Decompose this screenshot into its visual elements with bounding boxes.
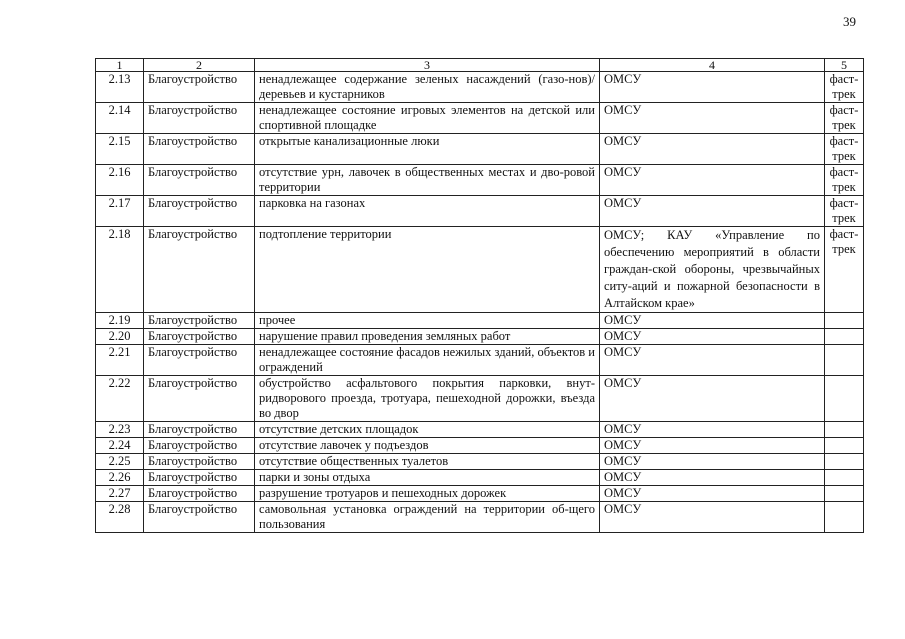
- table-row: [96, 103, 864, 134]
- row-number: 2.20: [96, 329, 144, 345]
- row-responsible: ОМСУ: [600, 72, 825, 103]
- row-category: Благоустройство: [144, 196, 255, 227]
- column-header: 1: [96, 59, 144, 72]
- row-note: [825, 502, 864, 533]
- row-description: отсутствие урн, лавочек в общественных местах и дво-ровой территории: [255, 165, 600, 196]
- row-description: прочее: [255, 313, 600, 329]
- row-responsible: ОМСУ: [600, 376, 825, 422]
- row-number: 2.28: [96, 502, 144, 533]
- row-description: открытые канализационные люки: [255, 134, 600, 165]
- row-description: отсутствие детских площадок: [255, 422, 600, 438]
- row-responsible: ОМСУ: [600, 313, 825, 329]
- row-number: 2.15: [96, 134, 144, 165]
- row-responsible: ОМСУ: [600, 103, 825, 134]
- row-category: Благоустройство: [144, 72, 255, 103]
- row-description: ненадлежащее состояние фасадов нежилых зданий, объектов и ограждений: [255, 345, 600, 376]
- row-responsible: ОМСУ: [600, 196, 825, 227]
- table-row: [96, 502, 864, 533]
- row-category: Благоустройство: [144, 329, 255, 345]
- row-responsible: ОМСУ: [600, 502, 825, 533]
- row-category: Благоустройство: [144, 502, 255, 533]
- table-row: [96, 454, 864, 470]
- complaints-table: [95, 58, 864, 533]
- row-category: Благоустройство: [144, 313, 255, 329]
- row-responsible: ОМСУ: [600, 486, 825, 502]
- row-description: парки и зоны отдыха: [255, 470, 600, 486]
- row-category: Благоустройство: [144, 438, 255, 454]
- row-number: 2.22: [96, 376, 144, 422]
- table-row: [96, 134, 864, 165]
- table-row: [96, 345, 864, 376]
- row-category: Благоустройство: [144, 454, 255, 470]
- row-description: подтопление территории: [255, 227, 600, 313]
- row-category: Благоустройство: [144, 376, 255, 422]
- row-category: Благоустройство: [144, 227, 255, 313]
- row-note: фаст-трек: [825, 72, 864, 103]
- row-note: [825, 313, 864, 329]
- row-category: Благоустройство: [144, 422, 255, 438]
- row-description: разрушение тротуаров и пешеходных дорожек: [255, 486, 600, 502]
- row-number: 2.17: [96, 196, 144, 227]
- row-note: [825, 376, 864, 422]
- row-responsible: ОМСУ: [600, 165, 825, 196]
- row-responsible: ОМСУ; КАУ «Управление по обеспечению мероприятий в области граждан-ской обороны, чрезвычайных ситу-аций и пожарной безопасности в Алтайском крае»: [600, 227, 825, 313]
- row-note: фаст-трек: [825, 227, 864, 313]
- row-description: отсутствие общественных туалетов: [255, 454, 600, 470]
- row-note: [825, 454, 864, 470]
- row-responsible: ОМСУ: [600, 470, 825, 486]
- row-responsible: ОМСУ: [600, 134, 825, 165]
- row-description: отсутствие лавочек у подъездов: [255, 438, 600, 454]
- row-number: 2.24: [96, 438, 144, 454]
- table-row: [96, 313, 864, 329]
- row-description: самовольная установка ограждений на территории об-щего пользования: [255, 502, 600, 533]
- row-description: парковка на газонах: [255, 196, 600, 227]
- row-category: Благоустройство: [144, 486, 255, 502]
- row-number: 2.13: [96, 72, 144, 103]
- table-row: [96, 196, 864, 227]
- row-description: ненадлежащее содержание зеленых насаждений (газо-нов)/деревьев и кустарников: [255, 72, 600, 103]
- row-note: [825, 422, 864, 438]
- page-number: 39: [843, 14, 856, 29]
- column-header: 4: [600, 59, 825, 72]
- row-number: 2.23: [96, 422, 144, 438]
- row-number: 2.16: [96, 165, 144, 196]
- table-header-row: [96, 59, 864, 72]
- row-responsible: ОМСУ: [600, 454, 825, 470]
- row-number: 2.25: [96, 454, 144, 470]
- row-description: нарушение правил проведения земляных работ: [255, 329, 600, 345]
- row-description: обустройство асфальтового покрытия парковки, внут-ридворового проезда, тротуара, пешеходной дорожки, въезда во двор: [255, 376, 600, 422]
- row-responsible: ОМСУ: [600, 345, 825, 376]
- row-category: Благоустройство: [144, 345, 255, 376]
- row-category: Благоустройство: [144, 134, 255, 165]
- table-row: [96, 72, 864, 103]
- row-note: [825, 329, 864, 345]
- row-category: Благоустройство: [144, 165, 255, 196]
- column-header: 3: [255, 59, 600, 72]
- row-category: Благоустройство: [144, 470, 255, 486]
- row-responsible: ОМСУ: [600, 422, 825, 438]
- row-note: [825, 470, 864, 486]
- table-row: [96, 376, 864, 422]
- table-row: [96, 329, 864, 345]
- table-row: [96, 438, 864, 454]
- row-number: 2.18: [96, 227, 144, 313]
- table-row: [96, 422, 864, 438]
- row-number: 2.14: [96, 103, 144, 134]
- row-number: 2.26: [96, 470, 144, 486]
- row-note: фаст-трек: [825, 196, 864, 227]
- row-note: фаст-трек: [825, 165, 864, 196]
- row-responsible: ОМСУ: [600, 329, 825, 345]
- row-number: 2.27: [96, 486, 144, 502]
- table-row: [96, 165, 864, 196]
- row-number: 2.21: [96, 345, 144, 376]
- row-category: Благоустройство: [144, 103, 255, 134]
- row-number: 2.19: [96, 313, 144, 329]
- row-note: фаст-трек: [825, 103, 864, 134]
- column-header: 5: [825, 59, 864, 72]
- table-row: [96, 227, 864, 313]
- row-note: фаст-трек: [825, 134, 864, 165]
- row-note: [825, 486, 864, 502]
- column-header: 2: [144, 59, 255, 72]
- table-row: [96, 470, 864, 486]
- table-row: [96, 486, 864, 502]
- row-note: [825, 438, 864, 454]
- row-responsible: ОМСУ: [600, 438, 825, 454]
- row-note: [825, 345, 864, 376]
- row-description: ненадлежащее состояние игровых элементов на детской или спортивной площадке: [255, 103, 600, 134]
